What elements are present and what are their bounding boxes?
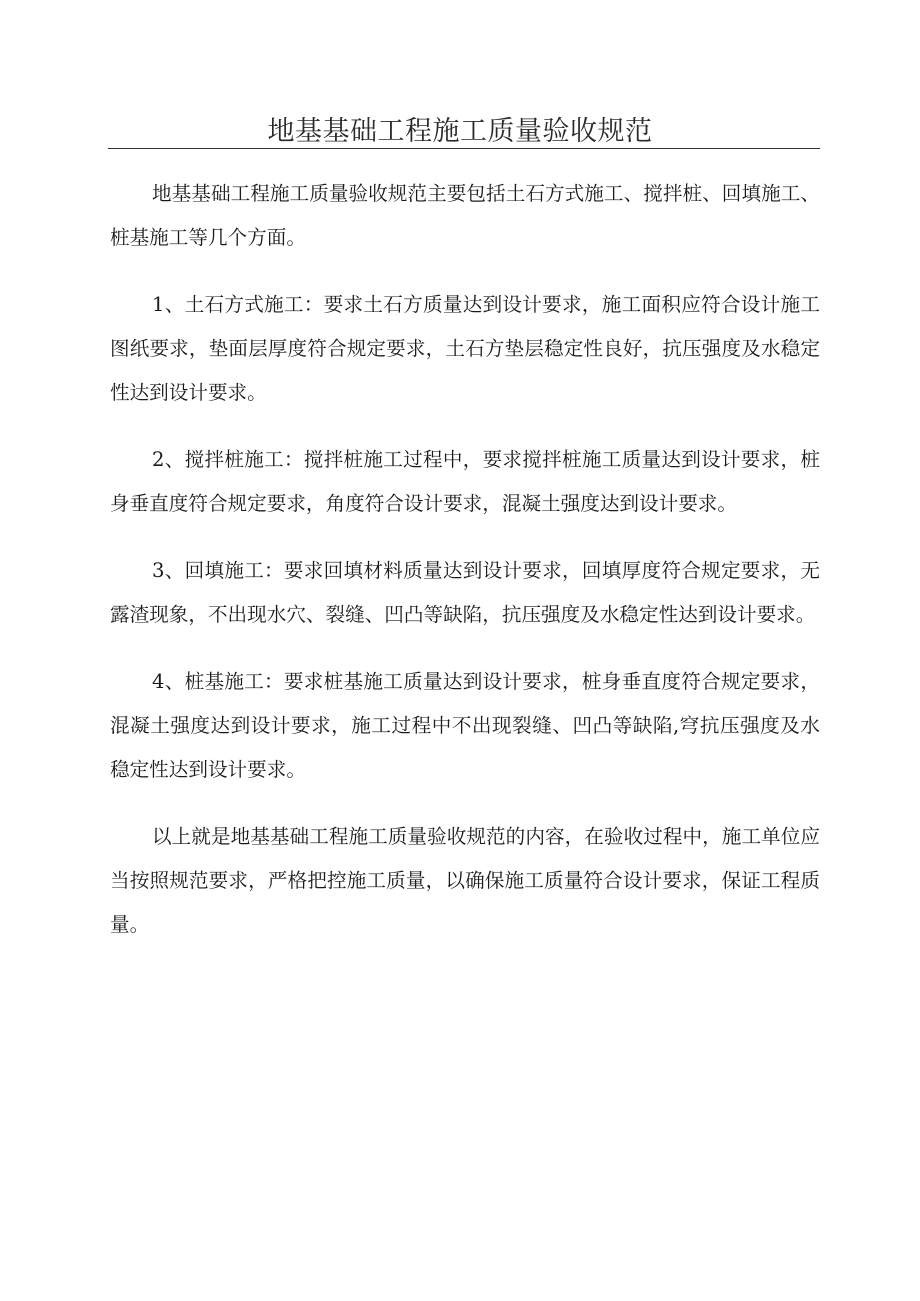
pile-foundation-paragraph: 4、桩基施工：要求桩基施工质量达到设计要求，桩身垂直度符合规定要求，混凝土强度达到设计要求，施工过程中不出现裂缝、凹凸等缺陷,穹抗压强度及水稳定性达到设计要求。 [110,670,820,781]
document-title: 地基基础工程施工质量验收规范 [267,116,653,147]
title-underline [108,148,820,149]
mixing-pile-paragraph: 2、搅拌桩施工：搅拌桩施工过程中，要求搅拌桩施工质量达到设计要求，桩身垂直度符合规定要求，角度符合设计要求，混凝土强度达到设计要求。 [110,448,820,515]
backfill-paragraph: 3、回填施工：要求回填材料质量达到设计要求，回填厚度符合规定要求，无露渣现象，不出现水穴、裂缝、凹凸等缺陷，抗压强度及水稳定性达到设计要求。 [110,559,820,626]
earthwork-paragraph: 1、土石方式施工：要求土石方质量达到设计要求，施工面积应符合设计施工图纸要求，垫面层厚度符合规定要求，土石方垫层稳定性良好，抗压强度及水稳定性达到设计要求。 [110,293,820,404]
intro-paragraph: 地基基础工程施工质量验收规范主要包括土石方式施工、搅拌桩、回填施工、桩基施工等几个方面。 [110,182,820,249]
conclusion-paragraph: 以上就是地基基础工程施工质量验收规范的内容，在验收过程中，施工单位应当按照规范要求，严格把控施工质量，以确保施工质量符合设计要求，保证工程质量。 [110,825,820,936]
document-body [110,172,820,970]
